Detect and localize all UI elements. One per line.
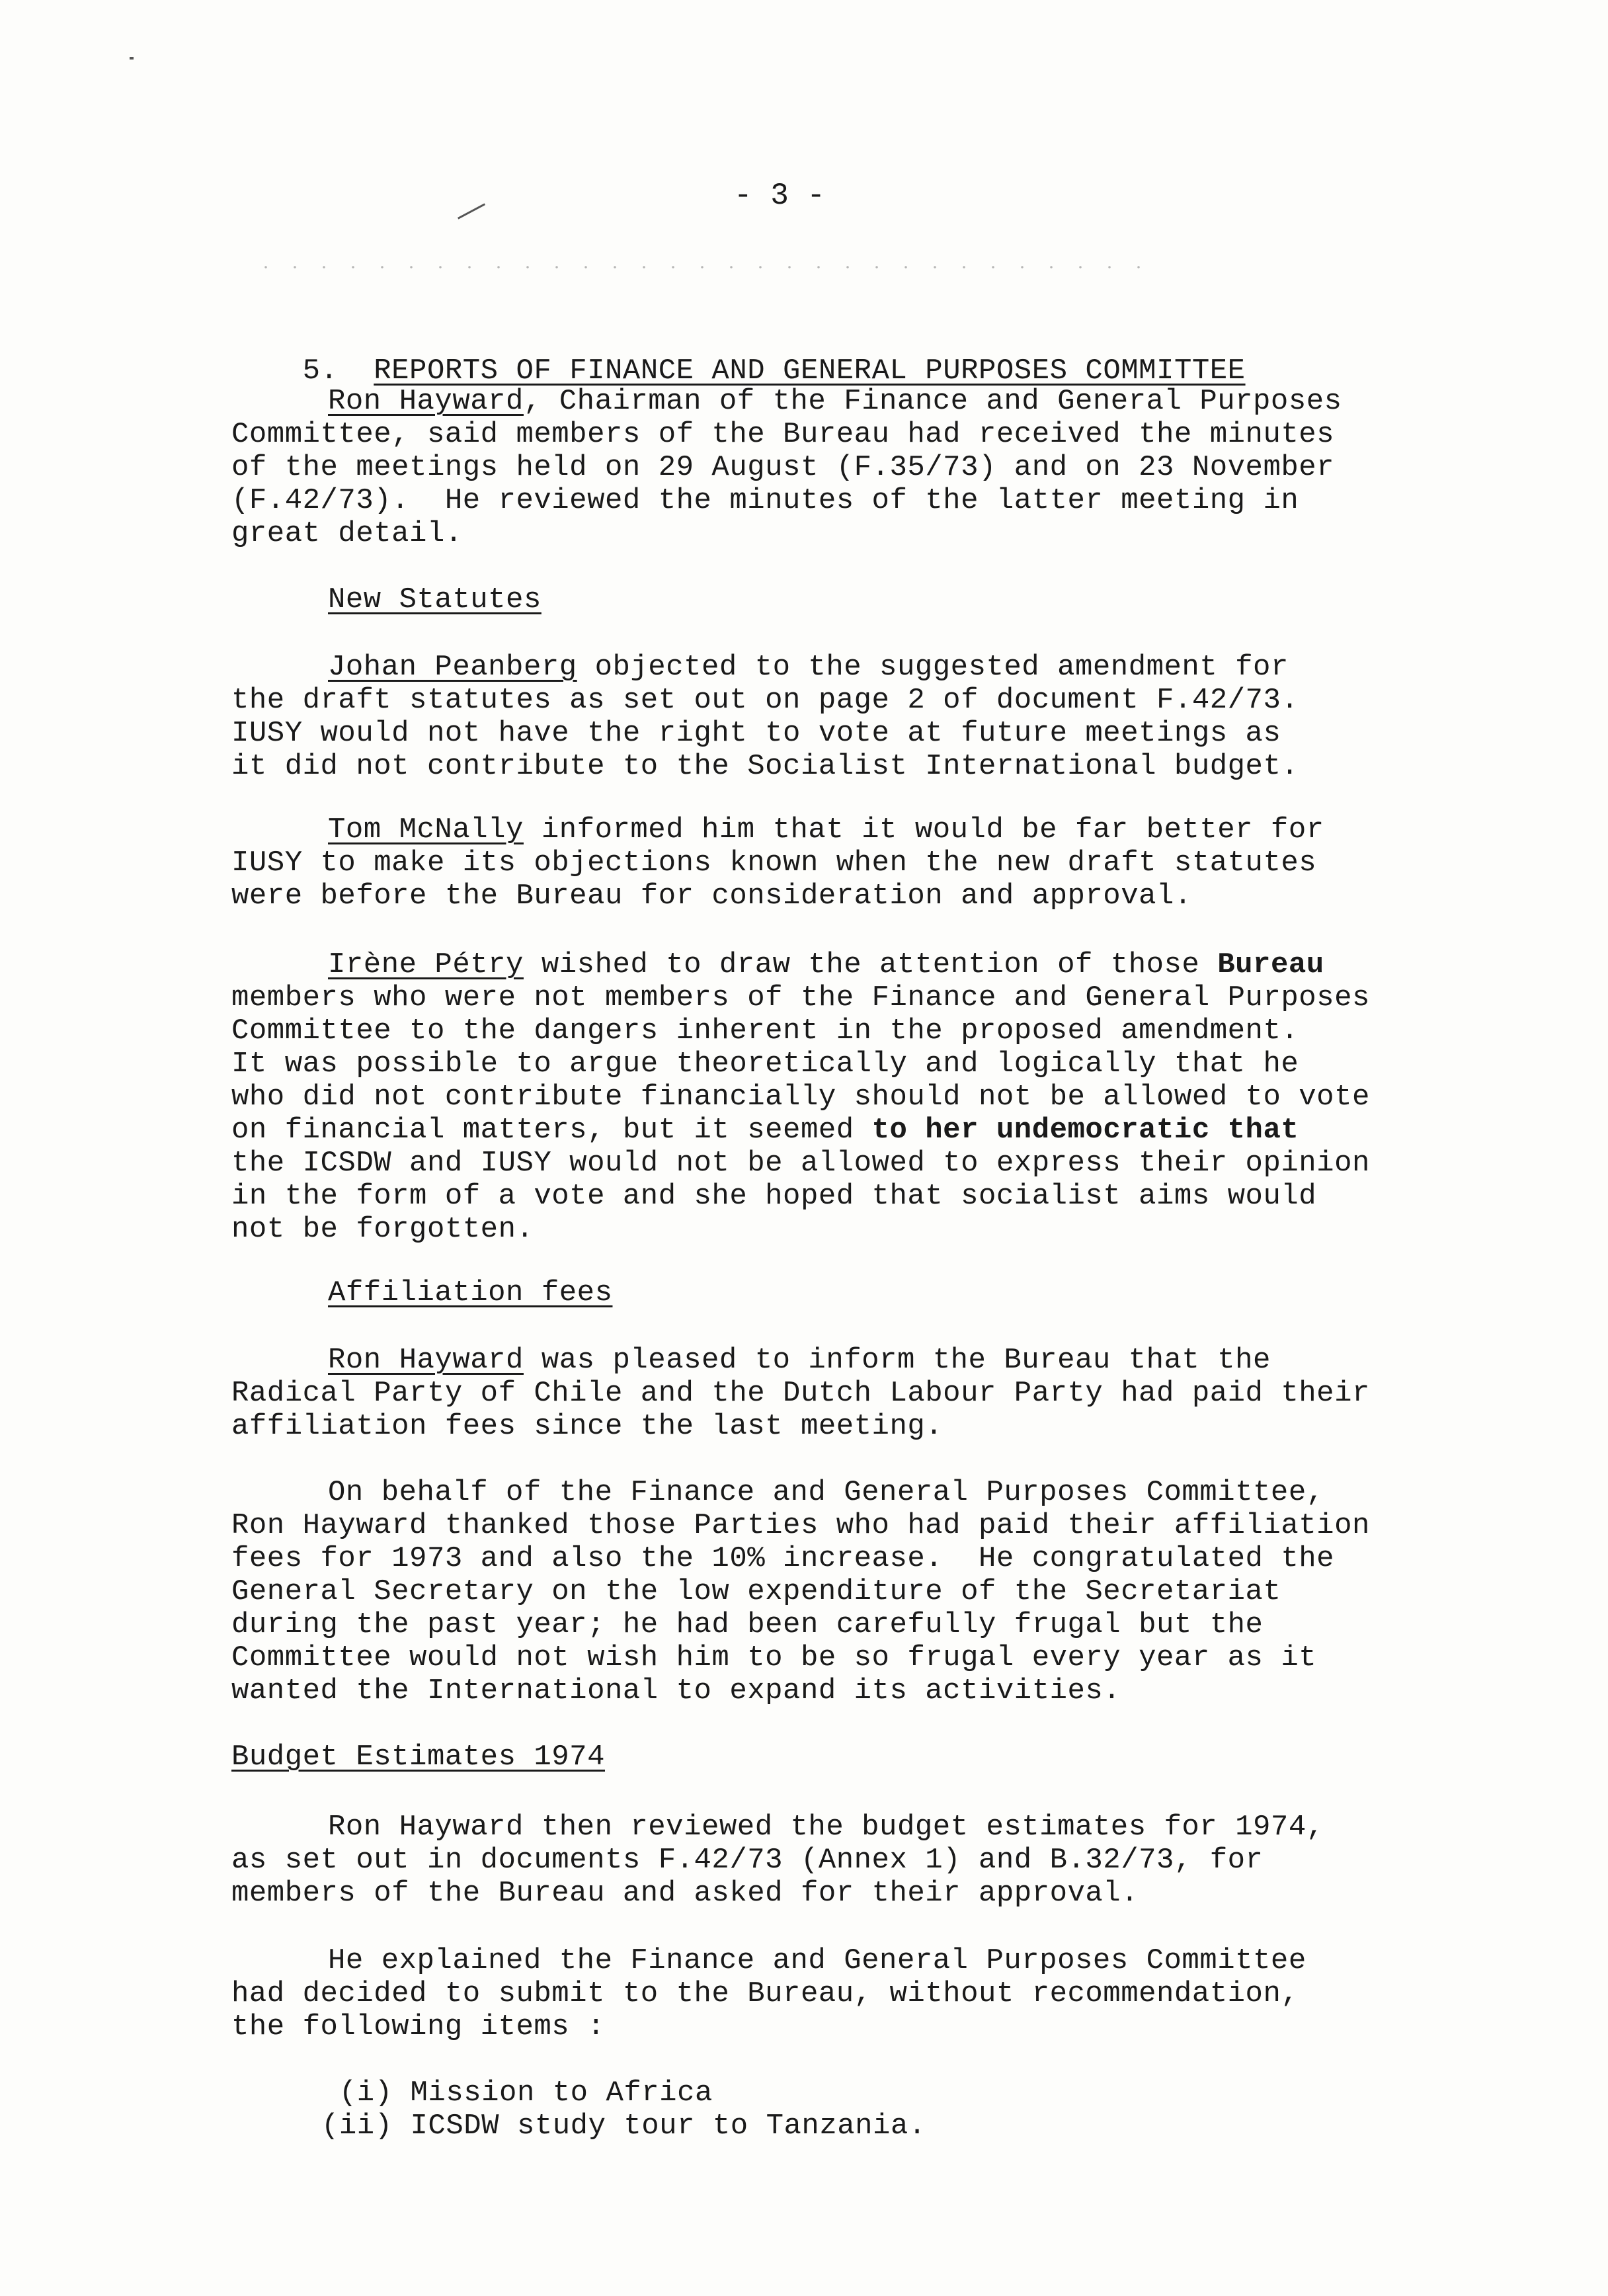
paragraph-line: as set out in documents F.42/73 (Annex 1) and B.32/73, for xyxy=(231,1844,1264,1877)
paragraph-line: great detail. xyxy=(231,517,463,550)
paragraph-line: not be forgotten. xyxy=(231,1213,534,1246)
paragraph-line: General Secretary on the low expenditure of the Secretariat xyxy=(231,1575,1281,1608)
speaker-name: Ron Hayward xyxy=(328,1344,524,1377)
paragraph-line: Ron Hayward, Chairman of the Finance and General Purposes xyxy=(328,385,1342,418)
page-number: - 3 - xyxy=(734,179,826,213)
paragraph-line: of the meetings held on 29 August (F.35/73) and on 23 November xyxy=(231,451,1335,484)
paragraph-line: in the form of a vote and she hoped that socialist aims would xyxy=(231,1180,1317,1213)
paragraph-line: IUSY to make its objections known when the new draft statutes xyxy=(231,846,1317,880)
paragraph-line: were before the Bureau for consideration and approval. xyxy=(231,880,1192,913)
paragraph-line: On behalf of the Finance and General Purposes Committee, xyxy=(328,1476,1324,1509)
speaker-name: Johan Peanberg xyxy=(328,651,577,684)
paragraph-line: Ron Hayward was pleased to inform the Bureau that the xyxy=(328,1344,1271,1377)
paragraph-line: Ron Hayward then reviewed the budget estimates for 1974, xyxy=(328,1811,1324,1844)
paragraph-line: the ICSDW and IUSY would not be allowed to express their opinion xyxy=(231,1147,1370,1180)
paragraph-line: members who were not members of the Finance and General Purposes xyxy=(231,981,1370,1014)
paragraph-line: (F.42/73). He reviewed the minutes of the latter meeting in xyxy=(231,484,1299,517)
speaker-name: Ron Hayward xyxy=(328,385,524,418)
paragraph-line: It was possible to argue theoretically and logically that he xyxy=(231,1047,1299,1081)
paragraph-line: who did not contribute financially should not be allowed to vote xyxy=(231,1081,1370,1114)
subsection-heading: Affiliation fees xyxy=(328,1276,613,1309)
paragraph-line: Ron Hayward thanked those Parties who had paid their affiliation xyxy=(231,1509,1370,1542)
paragraph-line: affiliation fees since the last meeting. xyxy=(231,1410,944,1443)
list-item: (ii) ICSDW study tour to Tanzania. xyxy=(321,2110,926,2143)
paragraph-line: Johan Peanberg objected to the suggested amendment for xyxy=(328,651,1289,684)
speaker-name: Irène Pétry xyxy=(328,948,524,981)
section-number: 5. xyxy=(302,354,339,388)
scan-dotted-line xyxy=(251,266,1164,268)
paragraph-line: the draft statutes as set out on page 2 of document F.42/73. xyxy=(231,684,1299,717)
subsection-heading: Budget Estimates 1974 xyxy=(231,1741,605,1774)
speaker-name: Tom McNally xyxy=(328,813,524,846)
paragraph-line: Irène Pétry wished to draw the attention of those Bureau xyxy=(328,948,1324,981)
paragraph-line: members of the Bureau and asked for their approval. xyxy=(231,1877,1139,1910)
section-heading: REPORTS OF FINANCE AND GENERAL PURPOSES COMMITTEE xyxy=(374,354,1246,388)
paragraph-line: He explained the Finance and General Purposes Committee xyxy=(328,1944,1306,1977)
subsection-heading: New Statutes xyxy=(328,583,542,616)
paragraph-line: during the past year; he had been carefully frugal but the xyxy=(231,1608,1264,1641)
paragraph-line: Committee would not wish him to be so frugal every year as it xyxy=(231,1641,1317,1674)
paragraph-line: had decided to submit to the Bureau, without recommendation, xyxy=(231,1977,1299,2010)
scan-stroke xyxy=(458,203,485,219)
paragraph-line: Radical Party of Chile and the Dutch Labour Party had paid their xyxy=(231,1377,1370,1410)
paragraph-line: wanted the International to expand its activities. xyxy=(231,1674,1121,1707)
paragraph-line: fees for 1973 and also the 10% increase. He congratulated the xyxy=(231,1542,1335,1575)
paragraph-line: Tom McNally informed him that it would be far better for xyxy=(328,813,1324,846)
paragraph-line: Committee, said members of the Bureau had received the minutes xyxy=(231,418,1335,451)
list-item: (i) Mission to Africa xyxy=(321,2076,713,2110)
paragraph-line: the following items : xyxy=(231,2010,605,2043)
paragraph-line: IUSY would not have the right to vote at future meetings as xyxy=(231,717,1281,750)
paragraph-line: it did not contribute to the Socialist International budget. xyxy=(231,750,1299,783)
paragraph-line: Committee to the dangers inherent in the proposed amendment. xyxy=(231,1014,1299,1047)
scan-speck xyxy=(130,57,134,60)
paragraph-line: on financial matters, but it seemed to her undemocratic that xyxy=(231,1114,1299,1147)
